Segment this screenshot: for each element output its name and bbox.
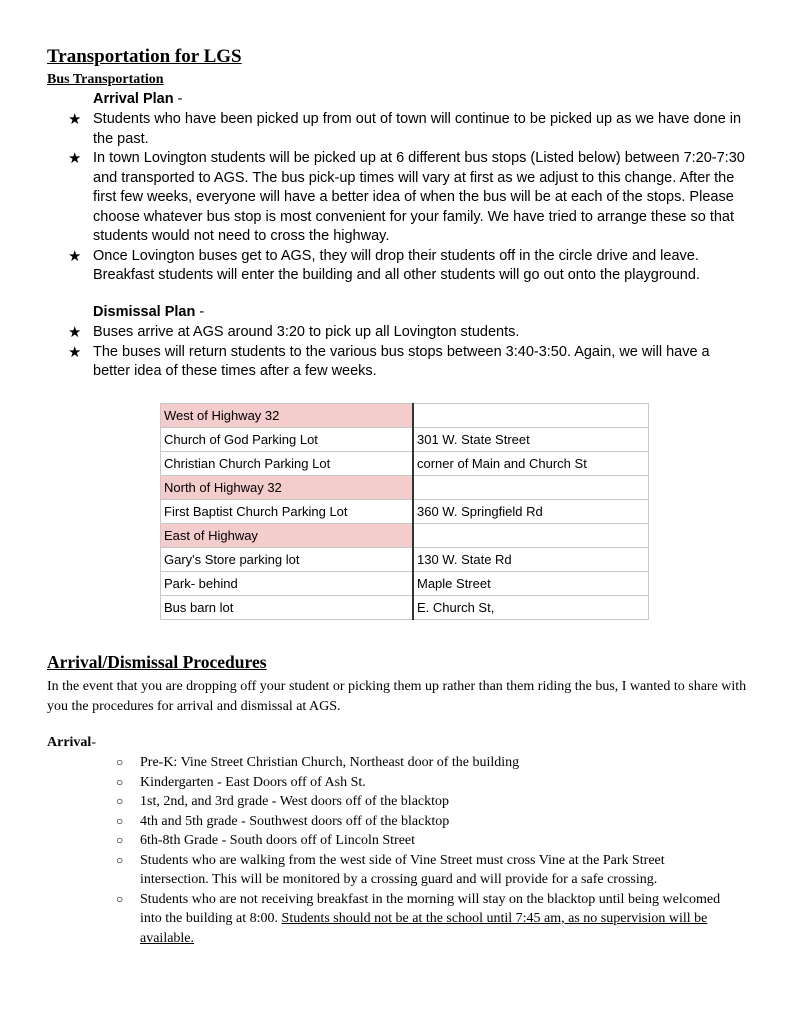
supervision-notice: Students should not be at the school until 7:45 am, as no supervision will be available. [140, 911, 708, 946]
circle-bullet-icon: ○ [116, 755, 124, 769]
arrival-dash: - [91, 735, 96, 750]
stop-location: Park- behind [161, 572, 414, 596]
star-bullet-icon: ★ [68, 324, 82, 341]
procedures-intro: In the event that you are dropping off your student or picking them up rather than them riding the bus, I wanted to share with you the procedures for arrival and dismissal at AGS. [47, 679, 747, 714]
list-item [68, 343, 748, 382]
stop-address: corner of Main and Church St [413, 452, 649, 476]
list-item-text: Once Lovington buses get to AGS, they will drop their students off in the circle drive and leave. Breakfast students will enter the building and all other students will go out onto the playground. [93, 247, 700, 283]
list-item-text: The buses will return students to the various bus stops between 3:40-3:50. Again, we will have a better idea of these times after a few weeks. [93, 343, 710, 379]
list-item-text: 4th and 5th grade - Southwest doors off of the blacktop [140, 813, 450, 829]
star-bullet-icon: ★ [68, 150, 82, 167]
list-item-text: Students who have been picked up from out of town will continue to be picked up as we have done in the past. [93, 111, 742, 147]
list-item [116, 831, 736, 851]
arrival-procedures-list [116, 753, 736, 948]
circle-bullet-icon: ○ [116, 794, 124, 808]
list-item-text: Students who are not receiving breakfast in the morning will stay on the blacktop until being welcomed into the building at 8:00. [140, 891, 721, 926]
stop-address [413, 476, 649, 500]
bus-stops-table [160, 403, 649, 620]
list-item [68, 247, 748, 286]
arrival-plan-label: Arrival Plan [93, 91, 174, 107]
star-bullet-icon: ★ [68, 343, 82, 361]
stop-location: West of Highway 32 [161, 404, 414, 428]
list-item-text: Students who are walking from the west side of Vine Street must cross Vine at the Park Street intersection. This will be monitored by a crossing guard and will provide for a safe crossing. [140, 852, 665, 887]
procedures-heading: Arrival/Dismissal Procedures [47, 652, 267, 672]
table-row [161, 596, 649, 620]
circle-bullet-icon: ○ [116, 852, 124, 867]
stop-location: Christian Church Parking Lot [161, 452, 414, 476]
stop-address: 301 W. State Street [413, 428, 649, 452]
dismissal-plan-list [68, 323, 748, 382]
star-bullet-icon: ★ [68, 247, 82, 265]
arrival-heading [47, 735, 96, 751]
stop-address [413, 524, 649, 548]
stop-location: Gary's Store parking lot [161, 548, 414, 572]
arrival-plan-list [68, 110, 748, 286]
table-section-row [161, 476, 649, 500]
list-item-text: 6th-8th Grade - South doors off of Lincoln Street [140, 833, 416, 848]
list-item [116, 773, 736, 793]
list-item [68, 149, 748, 247]
stop-location: East of Highway [161, 524, 414, 548]
stop-address: 130 W. State Rd [413, 548, 649, 572]
dismissal-plan-dash: - [195, 304, 205, 320]
table-row [161, 452, 649, 476]
dismissal-plan-heading [93, 304, 204, 320]
table-row [161, 500, 649, 524]
list-item-text: Buses arrive at AGS around 3:20 to pick up all Lovington students. [93, 324, 520, 340]
stop-location: North of Highway 32 [161, 476, 414, 500]
table-row [161, 548, 649, 572]
list-item [116, 812, 736, 832]
stop-address [413, 404, 649, 428]
list-item [116, 890, 736, 949]
list-item-text: In town Lovington students will be picked up at 6 different bus stops (Listed below) between 7:20-7:30 and transported to AGS. The bus pick-up times will vary at first as we adjust to this change. After the first few weeks, everyone will have a better idea of when the bus will be at each of the stops. Please choose whatever bus stop is most convenient for your family. We have tried to arrange these so that students would not need to cross the highway. [93, 150, 745, 244]
table-section-row [161, 524, 649, 548]
stop-address: E. Church St, [413, 596, 649, 620]
list-item-text: Kindergarten - East Doors off of Ash St. [140, 774, 366, 790]
table-section-row [161, 404, 649, 428]
stop-location: Bus barn lot [161, 596, 414, 620]
list-item [68, 323, 748, 343]
arrival-plan-heading [93, 91, 182, 107]
arrival-label: Arrival [47, 735, 92, 750]
stop-address: Maple Street [413, 572, 649, 596]
stop-location: First Baptist Church Parking Lot [161, 500, 414, 524]
list-item-text: 1st, 2nd, and 3rd grade - West doors off of the blacktop [140, 794, 450, 809]
list-item [116, 792, 736, 812]
circle-bullet-icon: ○ [116, 891, 124, 906]
table-row [161, 572, 649, 596]
list-item [116, 753, 736, 773]
circle-bullet-icon: ○ [116, 813, 124, 828]
star-bullet-icon: ★ [68, 111, 82, 128]
circle-bullet-icon: ○ [116, 774, 124, 789]
section-subtitle: Bus Transportation [47, 72, 164, 87]
arrival-plan-dash: - [173, 91, 183, 107]
list-item [68, 110, 748, 149]
circle-bullet-icon: ○ [116, 833, 124, 847]
table-row [161, 428, 649, 452]
stop-address: 360 W. Springfield Rd [413, 500, 649, 524]
stop-location: Church of God Parking Lot [161, 428, 414, 452]
document-title: Transportation for LGS [47, 46, 242, 67]
dismissal-plan-label: Dismissal Plan [93, 304, 196, 320]
list-item [116, 851, 736, 890]
list-item-text: Pre-K: Vine Street Christian Church, Northeast door of the building [140, 755, 520, 770]
